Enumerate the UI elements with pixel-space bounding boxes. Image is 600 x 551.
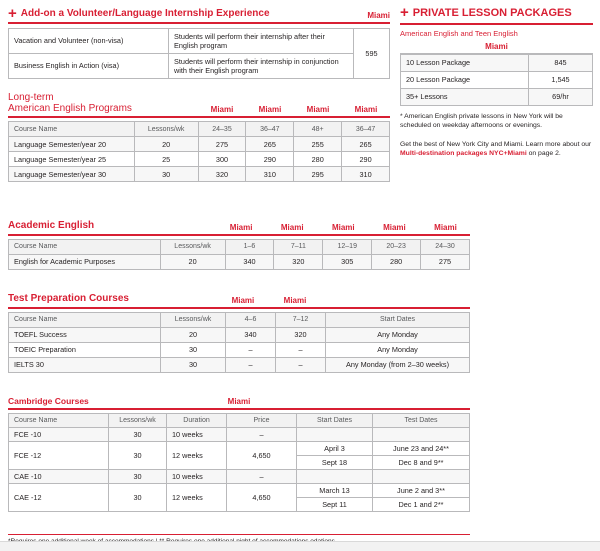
cell-start: April 3 xyxy=(297,442,373,456)
city-label: Miami xyxy=(258,105,282,114)
academic-title: Academic English xyxy=(8,220,95,231)
cell-package: 10 Lesson Package xyxy=(401,54,529,71)
col-header: Course Name xyxy=(9,312,161,327)
city-label: Miami xyxy=(210,105,234,114)
longterm-header xyxy=(8,92,390,118)
col-header: 48+ xyxy=(294,122,342,137)
table-header-row xyxy=(9,414,470,428)
addon-header xyxy=(8,4,390,24)
cell: 310 xyxy=(342,167,390,182)
col-header: 20–23 xyxy=(372,239,421,254)
longterm-table xyxy=(8,121,390,182)
cell: Any Monday xyxy=(326,342,470,357)
cell: Any Monday (from 2–30 weeks) xyxy=(326,357,470,372)
plus-icon: + xyxy=(8,4,17,22)
private-note: * American English private lessons in New York will be scheduled on weekday afternoons or evenings. xyxy=(400,112,563,129)
longterm-title xyxy=(8,92,198,114)
cell: 320 xyxy=(276,327,326,342)
addon-price: 595 xyxy=(354,28,390,78)
footer-strip xyxy=(0,541,600,551)
cell: 290 xyxy=(342,152,390,167)
cell: Language Semester/year 20 xyxy=(9,137,135,152)
addon-section xyxy=(8,4,390,79)
city-label: Miami xyxy=(331,222,355,232)
cell: 25 xyxy=(134,152,198,167)
longterm-city-labels xyxy=(198,105,390,114)
addon-title-group xyxy=(8,4,270,22)
cell: 290 xyxy=(246,152,294,167)
city-label: Miami xyxy=(280,222,304,232)
cell: Language Semester/year 25 xyxy=(9,152,135,167)
cell-test: June 2 and 3** xyxy=(373,484,470,498)
cell-price: 1,545 xyxy=(529,71,593,88)
cell-lessons: 30 xyxy=(109,442,167,470)
col-header: 7–11 xyxy=(274,239,323,254)
cell: 30 xyxy=(161,342,226,357)
promo-prefix: Get the best of New York City and Miami. Learn more about our xyxy=(400,140,592,148)
cell-course: FCE -12 xyxy=(9,442,109,470)
cell-duration: 10 weeks xyxy=(167,428,227,442)
cell-start xyxy=(297,428,373,442)
cell: 255 xyxy=(294,137,342,152)
col-header: 7–12 xyxy=(276,312,326,327)
col-header: Lessons/wk xyxy=(161,312,226,327)
addon-table xyxy=(8,28,390,79)
cambridge-section xyxy=(8,396,470,512)
cell: – xyxy=(226,342,276,357)
cell-price: – xyxy=(227,470,297,484)
cell: – xyxy=(226,357,276,372)
col-header: 1–6 xyxy=(225,239,274,254)
col-header: Test Dates xyxy=(373,414,470,428)
col-header: Course Name xyxy=(9,239,161,254)
col-header: Start Dates xyxy=(326,312,470,327)
cell-price: 69/hr xyxy=(529,88,593,105)
cell: 280 xyxy=(372,254,421,269)
cell: 30 xyxy=(134,167,198,182)
cell: 295 xyxy=(294,167,342,182)
table-row xyxy=(9,152,390,167)
table-row xyxy=(9,137,390,152)
longterm-title-line2: American English Programs xyxy=(8,103,132,114)
academic-table xyxy=(8,239,470,270)
academic-city-labels xyxy=(217,223,470,232)
city-label: Miami xyxy=(229,222,253,232)
cell: 265 xyxy=(246,137,294,152)
cell: 320 xyxy=(274,254,323,269)
cell-course: CAE -10 xyxy=(9,470,109,484)
col-header: 24–30 xyxy=(421,239,470,254)
cell: 305 xyxy=(323,254,372,269)
cambridge-city-label: Miami xyxy=(227,397,251,406)
cell: 20 xyxy=(160,254,225,269)
table-row xyxy=(9,327,470,342)
addon-city-label: Miami xyxy=(367,10,390,20)
cell: 20 xyxy=(161,327,226,342)
cell: English for Academic Purposes xyxy=(9,254,161,269)
testprep-section xyxy=(8,293,470,373)
cell: 275 xyxy=(421,254,470,269)
testprep-header xyxy=(8,293,470,309)
cell: 280 xyxy=(294,152,342,167)
cell-lessons: 30 xyxy=(109,428,167,442)
testprep-city-labels xyxy=(218,296,320,305)
col-header: Course Name xyxy=(9,122,135,137)
addon-title: Add-on a Volunteer/Language Internship Experience xyxy=(20,8,270,19)
cell: – xyxy=(276,342,326,357)
private-lessons-section xyxy=(400,4,593,159)
cell-price: 845 xyxy=(529,54,593,71)
col-header: 36–47 xyxy=(246,122,294,137)
table-row xyxy=(9,254,470,269)
cell: 30 xyxy=(161,357,226,372)
cell-duration: 10 weeks xyxy=(167,470,227,484)
table-row xyxy=(401,88,593,105)
cell-price: 4,650 xyxy=(227,484,297,512)
cell: 340 xyxy=(226,327,276,342)
cell-lessons: 30 xyxy=(109,470,167,484)
testprep-table xyxy=(8,312,470,373)
col-header: Duration xyxy=(167,414,227,428)
private-promo xyxy=(400,140,593,159)
cell: Language Semester/year 30 xyxy=(9,167,135,182)
addon-row-name: Business English in Action (visa) xyxy=(9,53,169,78)
cell-lessons: 30 xyxy=(109,484,167,512)
cell: – xyxy=(276,357,326,372)
cell: TOEFL Success xyxy=(9,327,161,342)
cell: 300 xyxy=(198,152,246,167)
table-header-row xyxy=(9,122,390,137)
addon-row-name: Vacation and Volunteer (non-visa) xyxy=(9,28,169,53)
table-header-row xyxy=(9,239,470,254)
cell-start: March 13 xyxy=(297,484,373,498)
testprep-title: Test Preparation Courses xyxy=(8,293,129,304)
cambridge-table xyxy=(8,413,470,512)
table-row xyxy=(9,428,470,442)
table-row xyxy=(9,470,470,484)
col-header: Lessons/wk xyxy=(109,414,167,428)
col-header: Start Dates xyxy=(297,414,373,428)
longterm-section xyxy=(8,92,390,182)
academic-section xyxy=(8,220,470,270)
col-header: 4–6 xyxy=(226,312,276,327)
cell-price: – xyxy=(227,428,297,442)
cambridge-title: Cambridge Courses xyxy=(8,396,89,406)
col-header: Lessons/wk xyxy=(160,239,225,254)
table-row xyxy=(9,28,390,53)
cell-course: CAE -12 xyxy=(9,484,109,512)
cell-test: June 23 and 24** xyxy=(373,442,470,456)
col-header: 24–35 xyxy=(198,122,246,137)
cambridge-header xyxy=(8,396,470,410)
city-label: Miami xyxy=(434,222,457,232)
table-row xyxy=(9,342,470,357)
cell: 340 xyxy=(225,254,274,269)
cell-start: Sept 11 xyxy=(297,498,373,512)
cell-course: FCE -10 xyxy=(9,428,109,442)
cell-price: 4,650 xyxy=(227,442,297,470)
private-table xyxy=(400,54,593,106)
cell-package: 20 Lesson Package xyxy=(401,71,529,88)
cell-test xyxy=(373,470,470,484)
cell: Any Monday xyxy=(326,327,470,342)
col-header: Price xyxy=(227,414,297,428)
cell: IELTS 30 xyxy=(9,357,161,372)
cell-start: Sept 18 xyxy=(297,456,373,470)
table-row xyxy=(9,167,390,182)
addon-row-desc: Students will perform their internship in conjunction with their English program xyxy=(169,53,354,78)
city-label: Miami xyxy=(306,105,330,114)
cell: 265 xyxy=(342,137,390,152)
col-header: Lessons/wk xyxy=(134,122,198,137)
cell-package: 35+ Lessons xyxy=(401,88,529,105)
cell: 310 xyxy=(246,167,294,182)
private-header xyxy=(400,4,593,25)
cell-test: Dec 8 and 9** xyxy=(373,456,470,470)
addon-row-desc: Students will perform their internship after their English program xyxy=(169,28,354,53)
table-row xyxy=(9,53,390,78)
cell-start xyxy=(297,470,373,484)
academic-header xyxy=(8,220,470,236)
city-label: Miami xyxy=(383,222,406,232)
col-header: 12–19 xyxy=(323,239,372,254)
cell: TOEIC Preparation xyxy=(9,342,161,357)
private-subtitle: American English and Teen English xyxy=(400,28,518,38)
cell-duration: 12 weeks xyxy=(167,484,227,512)
plus-icon: + xyxy=(400,4,409,21)
city-label: Miami xyxy=(283,295,307,305)
cell: 20 xyxy=(134,137,198,152)
table-row xyxy=(9,357,470,372)
city-label: Miami xyxy=(231,295,255,305)
cell: 320 xyxy=(198,167,246,182)
table-row xyxy=(9,442,470,456)
col-header: Course Name xyxy=(9,414,109,428)
table-row xyxy=(401,71,593,88)
promo-link[interactable]: Multi-destination packages NYC+Miami xyxy=(400,150,527,158)
private-title: PRIVATE LESSON PACKAGES xyxy=(412,7,572,19)
table-row xyxy=(9,484,470,498)
cell-test: Dec 1 and 2** xyxy=(373,498,470,512)
table-row xyxy=(401,54,593,71)
cell: 275 xyxy=(198,137,246,152)
cell-duration: 12 weeks xyxy=(167,442,227,470)
cell-test xyxy=(373,428,470,442)
longterm-title-line1: Long-term xyxy=(8,92,54,103)
city-label: Miami xyxy=(354,105,378,114)
promo-suffix: on page 2. xyxy=(526,150,561,158)
table-header-row xyxy=(9,312,470,327)
private-city-label: Miami xyxy=(400,42,593,54)
col-header: 36–47 xyxy=(342,122,390,137)
